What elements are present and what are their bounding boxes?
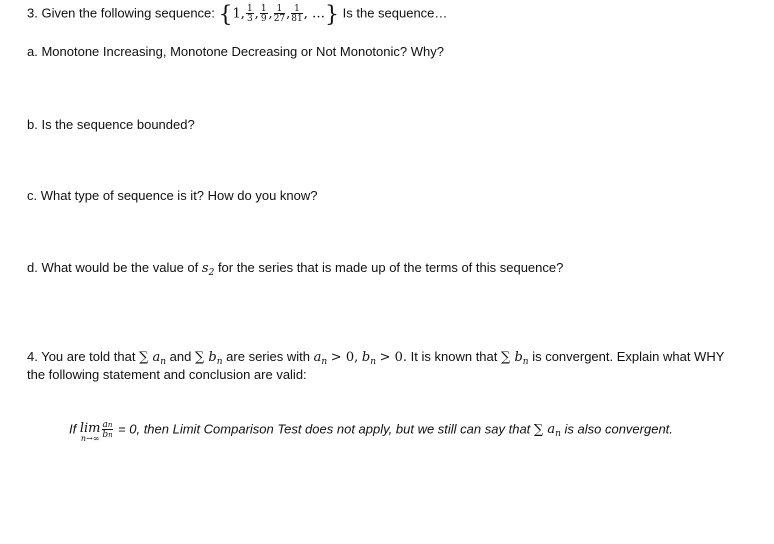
question-3-line: 3. Given the following sequence: {1, $\frac{1}{3}$ , $\frac{1}{9}$ , $\frac{1}{27}$ , $\frac{1}{81}$ , …} Is the sequence… (27, 2, 448, 28)
first-term: 1, (232, 6, 245, 22)
right-brace: } (325, 2, 339, 28)
s-variable: $s_2$ (201, 261, 215, 278)
fraction-2: $\frac{1}{9}$ (260, 4, 267, 24)
question-3-suffix: Is the sequence… (342, 5, 448, 21)
fraction-3: $\frac{1}{27}$ (273, 4, 286, 24)
ellipsis: … (312, 6, 325, 22)
fraction-4: $\frac{1}{81}$ (291, 4, 303, 24)
question-3-part-d: d. What would be the value of $s_2$ for the series that is made up of the terms of this sequence? (27, 260, 564, 278)
limit: lim n→∞ (79, 421, 101, 443)
question-3-part-a: a. Monotone Increasing, Monotone Decreasing or Not Monotonic? Why? (27, 44, 444, 59)
question-4-line-2: the following statement and conclusion are valid: (27, 367, 307, 382)
question-3-part-c: c. What type of sequence is it? How do you know? (27, 188, 318, 203)
left-brace: { (218, 2, 233, 28)
question-3-prefix: 3. Given the following sequence: (27, 5, 215, 21)
ratio-fraction: $\frac{an}{bn}$ (102, 420, 113, 440)
question-4-statement: If lim n→∞ $\frac{an}{bn}$ = 0, then Limit Comparison Test does not apply, but we still can say that ∑ $a_n$ is also convergent. (69, 420, 673, 443)
question-3-part-b: b. Is the sequence bounded? (27, 117, 195, 132)
fraction-1: $\frac{1}{3}$ (246, 4, 253, 24)
question-4-line-1: 4. You are told that ∑ $a_n$ and ∑ $b_n$ are series with $a_n > 0$, $b_n > 0$. It is known that ∑ $b_n$ is convergent. Explain what WHY (27, 349, 725, 367)
